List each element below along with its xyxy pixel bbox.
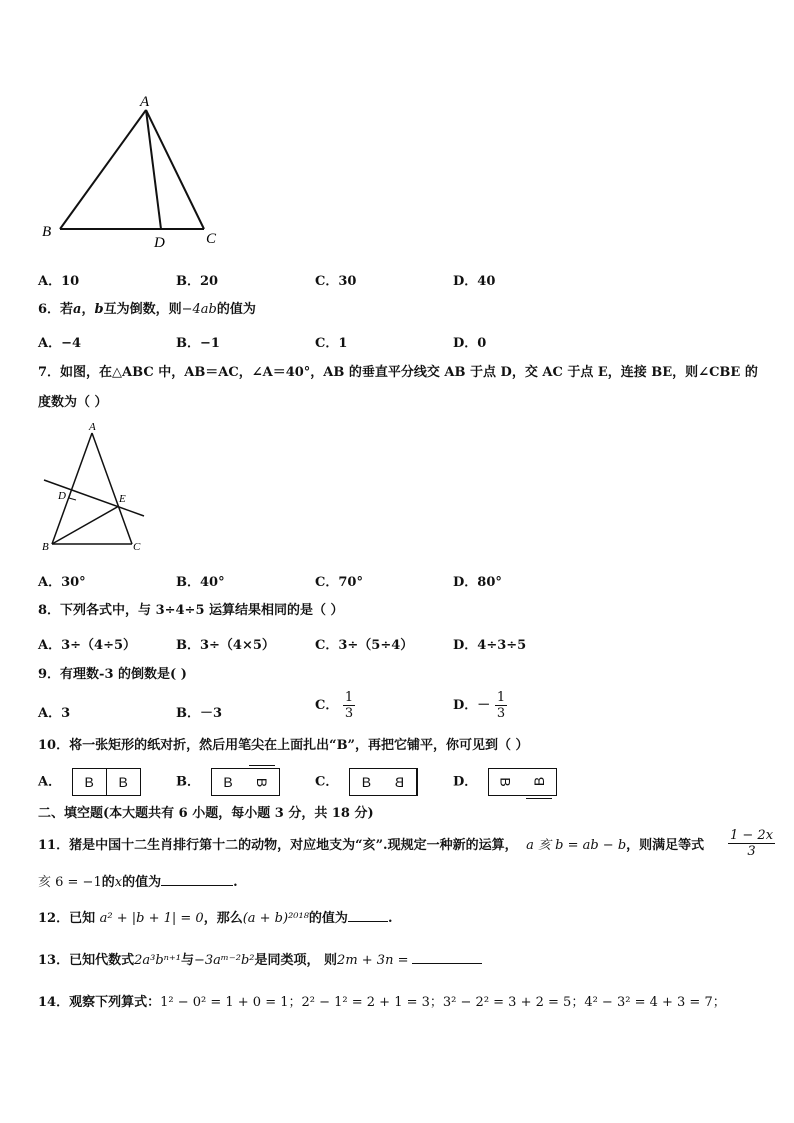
q7-option-d[interactable]: D．80°: [453, 575, 502, 590]
q6-option-d[interactable]: D．0: [453, 336, 487, 351]
q13-expr2: −3aᵐ⁻²b²: [194, 953, 255, 968]
q14-prefix: 14．观察下列算式：: [38, 995, 161, 1010]
q13-expr3: 2m + 3n =: [337, 953, 409, 968]
q11-equation: 亥 6 = −1: [38, 875, 102, 890]
letter-b-rotated: B: [249, 765, 275, 799]
q8-option-b[interactable]: B．3÷（4×5）: [176, 638, 275, 653]
q9-option-a[interactable]: A．3: [38, 706, 71, 721]
q9-stem: 9．有理数-3 的倒数是( ): [38, 667, 187, 682]
label-b: B: [42, 224, 52, 240]
segment-ad: [146, 110, 161, 229]
q11-mid: 的: [101, 875, 115, 890]
q10-option-d-label: D．: [453, 774, 478, 790]
q9-option-c[interactable]: [315, 690, 355, 721]
q10-option-d[interactable]: [453, 768, 557, 796]
q6-var-b: b: [94, 302, 104, 317]
triangle-figure-2: [36, 418, 156, 558]
q11-frac: [728, 828, 775, 859]
segment-ac: [92, 433, 132, 544]
q13-expr1: 2a³bⁿ⁺¹: [134, 953, 181, 968]
q9-option-d[interactable]: [453, 690, 507, 721]
label-a: A: [89, 421, 96, 433]
q10-option-b-label: B．: [176, 774, 200, 790]
q10-option-c[interactable]: [315, 768, 418, 796]
paper-diagram: [211, 768, 280, 796]
q7-option-a[interactable]: A．30°: [38, 575, 86, 590]
q12-tail: 的值为: [308, 911, 348, 926]
q11-var-x: x: [114, 875, 123, 890]
q11-fraction: [728, 828, 775, 859]
q10-option-b[interactable]: [176, 768, 280, 796]
q6-stem-mid: 互为倒数，则: [103, 302, 182, 317]
label-e: E: [119, 493, 126, 505]
q8-option-a[interactable]: A．3÷（4÷5）: [38, 638, 137, 653]
section-title: 二、填空题(本大题共有 6 小题，每小题 3 分，共 18 分): [38, 806, 374, 821]
q10-option-a-label: A．: [38, 774, 62, 790]
q5-option-b[interactable]: B．20: [176, 274, 219, 289]
q9-option-c-fraction: [343, 690, 355, 721]
q13-mid1: 与: [181, 953, 195, 968]
segment-ac: [146, 110, 204, 229]
frac-numerator: 1: [344, 690, 354, 705]
paper-diagram: [349, 768, 418, 796]
q5-option-d[interactable]: D．40: [453, 274, 496, 289]
triangle-figure-1: [38, 90, 228, 250]
q12-answer-blank[interactable]: [348, 921, 388, 922]
paper-diagram: [72, 768, 141, 796]
q12: [38, 910, 392, 928]
q12-expr2: (a + b)²⁰¹⁸: [242, 911, 309, 926]
q12-prefix: 12．已知: [38, 911, 96, 926]
frac-denominator: 3: [344, 706, 354, 721]
q8-option-d[interactable]: D．4÷3÷5: [453, 638, 527, 653]
paper-diagram: [488, 768, 557, 796]
q5-option-a[interactable]: A．10: [38, 274, 80, 289]
q6-stem: [38, 301, 256, 319]
q11-end: .: [233, 875, 238, 890]
label-a: A: [140, 94, 150, 110]
q6-sep: ，: [81, 302, 95, 317]
q9-option-d-label: D．－: [453, 698, 491, 713]
letter-b-rotated: B: [526, 765, 552, 799]
label-d: D: [58, 490, 66, 502]
q6-option-a[interactable]: A．−4: [38, 336, 82, 351]
q5-option-c[interactable]: C．30: [315, 274, 357, 289]
q14-expr: 1² − 0² = 1 + 0 = 1；2² − 1² = 2 + 1 = 3；3² − 2² = 3 + 2 = 5；4² − 3² = 4 + 3 = 7；: [160, 995, 726, 1010]
label-c: C: [133, 541, 141, 553]
q7-stem-line2: 度数为（ ）: [38, 395, 108, 410]
q14: [38, 994, 726, 1012]
frac-denominator: 3: [747, 844, 756, 859]
q13-prefix: 13．已知代数式: [38, 953, 135, 968]
q11-operation: a 亥 b = ab − b: [526, 838, 627, 853]
frac-denominator: 3: [496, 706, 506, 721]
q8-option-c[interactable]: C．3÷（5÷4）: [315, 638, 414, 653]
q6-stem-suffix: 的值为: [216, 302, 256, 317]
q9-option-b[interactable]: B．－3: [176, 706, 223, 721]
q6-var-a: a: [73, 302, 82, 317]
q12-mid: ，那么: [203, 911, 243, 926]
letter-b: B: [106, 769, 140, 795]
q11-line2: [38, 874, 238, 892]
q10-option-c-label: C．: [315, 774, 339, 790]
q12-end: .: [387, 911, 393, 926]
q8-stem: 8．下列各式中，与 3÷4÷5 运算结果相同的是（ ）: [38, 603, 344, 618]
label-b: B: [42, 541, 49, 553]
q12-expr: a² + |b + 1| = 0: [99, 911, 204, 926]
segment-be: [52, 506, 119, 544]
q13-answer-blank[interactable]: [412, 963, 482, 964]
label-d: D: [154, 235, 165, 250]
q6-option-c[interactable]: C．1: [315, 336, 348, 351]
letter-b: B: [223, 774, 233, 790]
frac-numerator: 1: [496, 690, 506, 705]
q13-mid2: 是同类项， 则: [254, 953, 338, 968]
segment-ab: [52, 433, 92, 544]
letter-b: B: [84, 774, 94, 790]
q11-tail: ，则满足等式: [626, 838, 705, 853]
q11-answer-blank[interactable]: [161, 885, 233, 886]
frac-numerator: 1 − 2x: [730, 828, 774, 843]
letter-b-rotated: B: [497, 777, 514, 787]
segment-ab: [60, 110, 146, 229]
label-c: C: [206, 231, 217, 247]
letter-b-mirrored: B: [383, 769, 417, 795]
q6-stem-prefix: 6．若: [38, 302, 74, 317]
q11-tail2: 的值为: [122, 875, 162, 890]
q6-option-b[interactable]: B．−1: [176, 336, 220, 351]
q13: [38, 952, 482, 970]
letter-b: B: [361, 774, 372, 790]
q9-option-d-fraction: [495, 690, 507, 721]
q11-text: 11．猪是中国十二生肖排行第十二的动物，对应地支为“亥”.现规定一种新的运算，: [38, 838, 518, 853]
q9-option-c-label: C．: [315, 698, 339, 713]
q10-stem: 10．将一张矩形的纸对折，然后用笔尖在上面扎出“B”，再把它铺平，你可见到（ ）: [38, 738, 529, 753]
q7-stem-line1: 7．如图，在△ABC 中，AB＝AC，∠A＝40°，AB 的垂直平分线交 AB 于点 D，交 AC 于点 E，连接 BE，则∠CBE 的: [38, 365, 758, 380]
q11-line1: [38, 837, 704, 855]
q7-option-b[interactable]: B．40°: [176, 575, 225, 590]
q10-option-a[interactable]: [38, 768, 141, 796]
q6-expr: −4ab: [181, 302, 217, 317]
q7-option-c[interactable]: C．70°: [315, 575, 363, 590]
